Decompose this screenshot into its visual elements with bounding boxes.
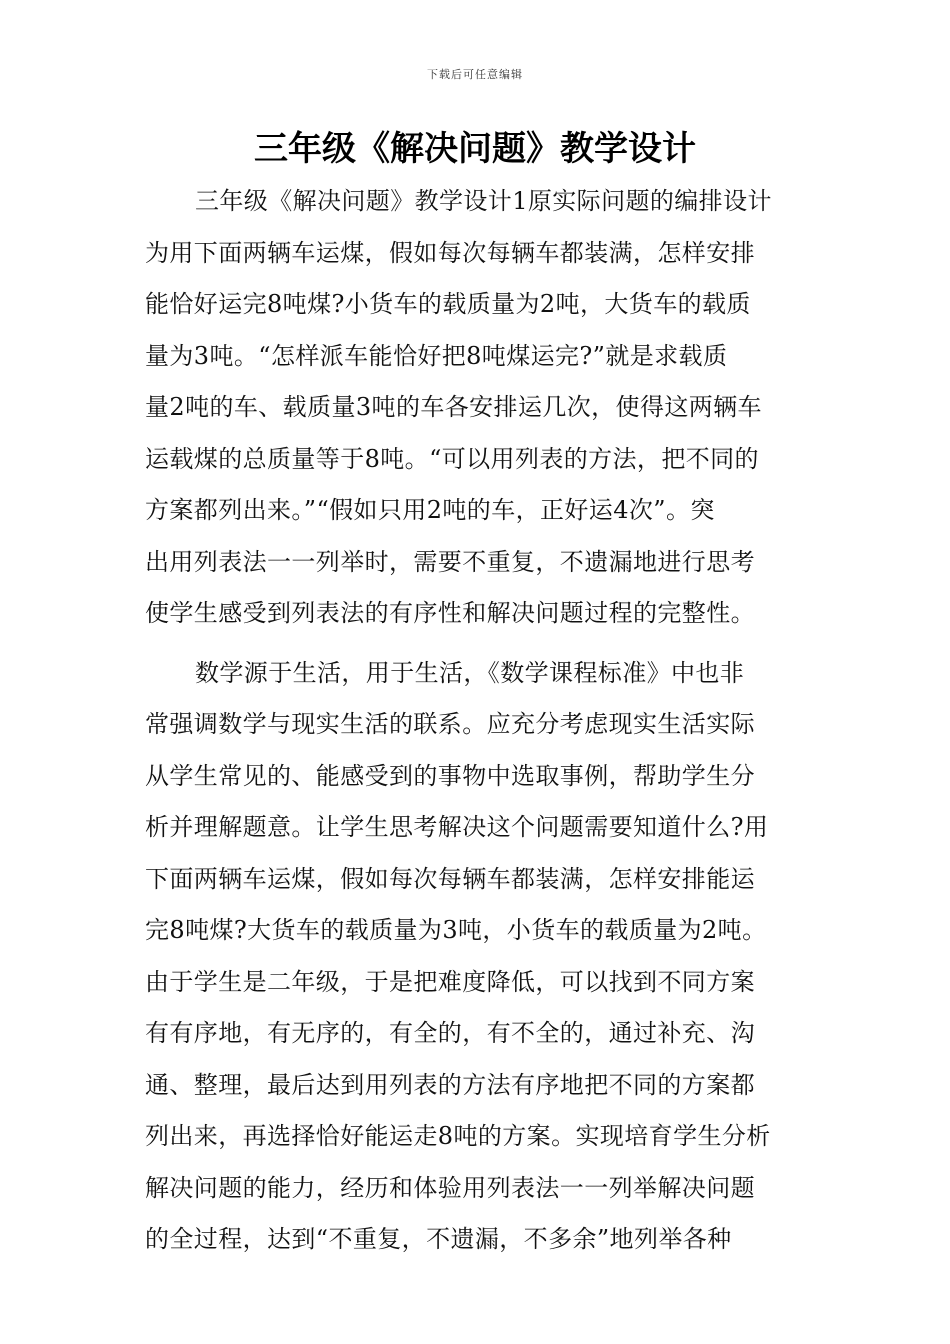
text-line: 列出来，再选择恰好能运走8吨的方案。实现培育学生分析 [145, 1122, 771, 1150]
text-line: 出用列表法一一列举时，需要不重复，不遗漏地进行思考 [145, 547, 755, 576]
text-line: 常强调数学与现实生活的联系。应充分考虑现实生活实际 [145, 710, 755, 738]
text-line: 三年级《解决问题》教学设计1原实际问题的编排设计 [195, 187, 772, 215]
text-line: 量为3吨。“怎样派车能恰好把8吨煤运完?”就是求载质 [145, 341, 728, 370]
text-line: 运载煤的总质量等于8吨。“可以用列表的方法，把不同的 [145, 444, 759, 473]
text-line: 由于学生是二年级，于是把难度降低，可以找到不同方案 [145, 967, 755, 996]
text-line: 的全过程，达到“不重复，不遗漏，不多余”地列举各种 [145, 1225, 732, 1253]
text-line: 量2吨的车、载质量3吨的车各安排运几次，使得这两辆车 [145, 393, 762, 421]
text-line: 方案都列出来。”“假如只用2吨的车，正好运4次”。突 [145, 496, 715, 524]
text-line: 解决问题的能力，经历和体验用列表法一一列举解决问题 [145, 1173, 755, 1202]
text-line: 数学源于生活，用于生活，《数学课程标准》中也非 [195, 658, 745, 687]
paragraph-1 [145, 178, 821, 642]
text-line: 有有序地，有无序的，有全的，有不全的，通过补充、沟 [145, 1019, 755, 1047]
text-line: 下面两辆车运煤，假如每次每辆车都装满，怎样安排能运 [145, 864, 755, 893]
text-line: 从学生常见的、能感受到的事物中选取事例，帮助学生分 [145, 761, 755, 790]
paragraph-2 [145, 650, 821, 1268]
document-title: 三年级《解决问题》教学设计 [254, 129, 696, 169]
document-body [145, 178, 821, 1268]
text-line: 析并理解题意。让学生思考解决这个问题需要知道什么?用 [145, 813, 769, 841]
page-header-note: 下载后可任意编辑 [427, 68, 523, 81]
text-line: 完8吨煤?大货车的载质量为3吨，小货车的载质量为2吨。 [145, 916, 767, 944]
text-line: 通、整理，最后达到用列表的方法有序地把不同的方案都 [145, 1070, 755, 1099]
text-line: 使学生感受到列表法的有序性和解决问题过程的完整性。 [145, 599, 755, 627]
text-line: 为用下面两辆车运煤，假如每次每辆车都装满，怎样安排 [145, 238, 755, 267]
text-line: 能恰好运完8吨煤?小货车的载质量为2吨，大货车的载质 [145, 290, 751, 318]
